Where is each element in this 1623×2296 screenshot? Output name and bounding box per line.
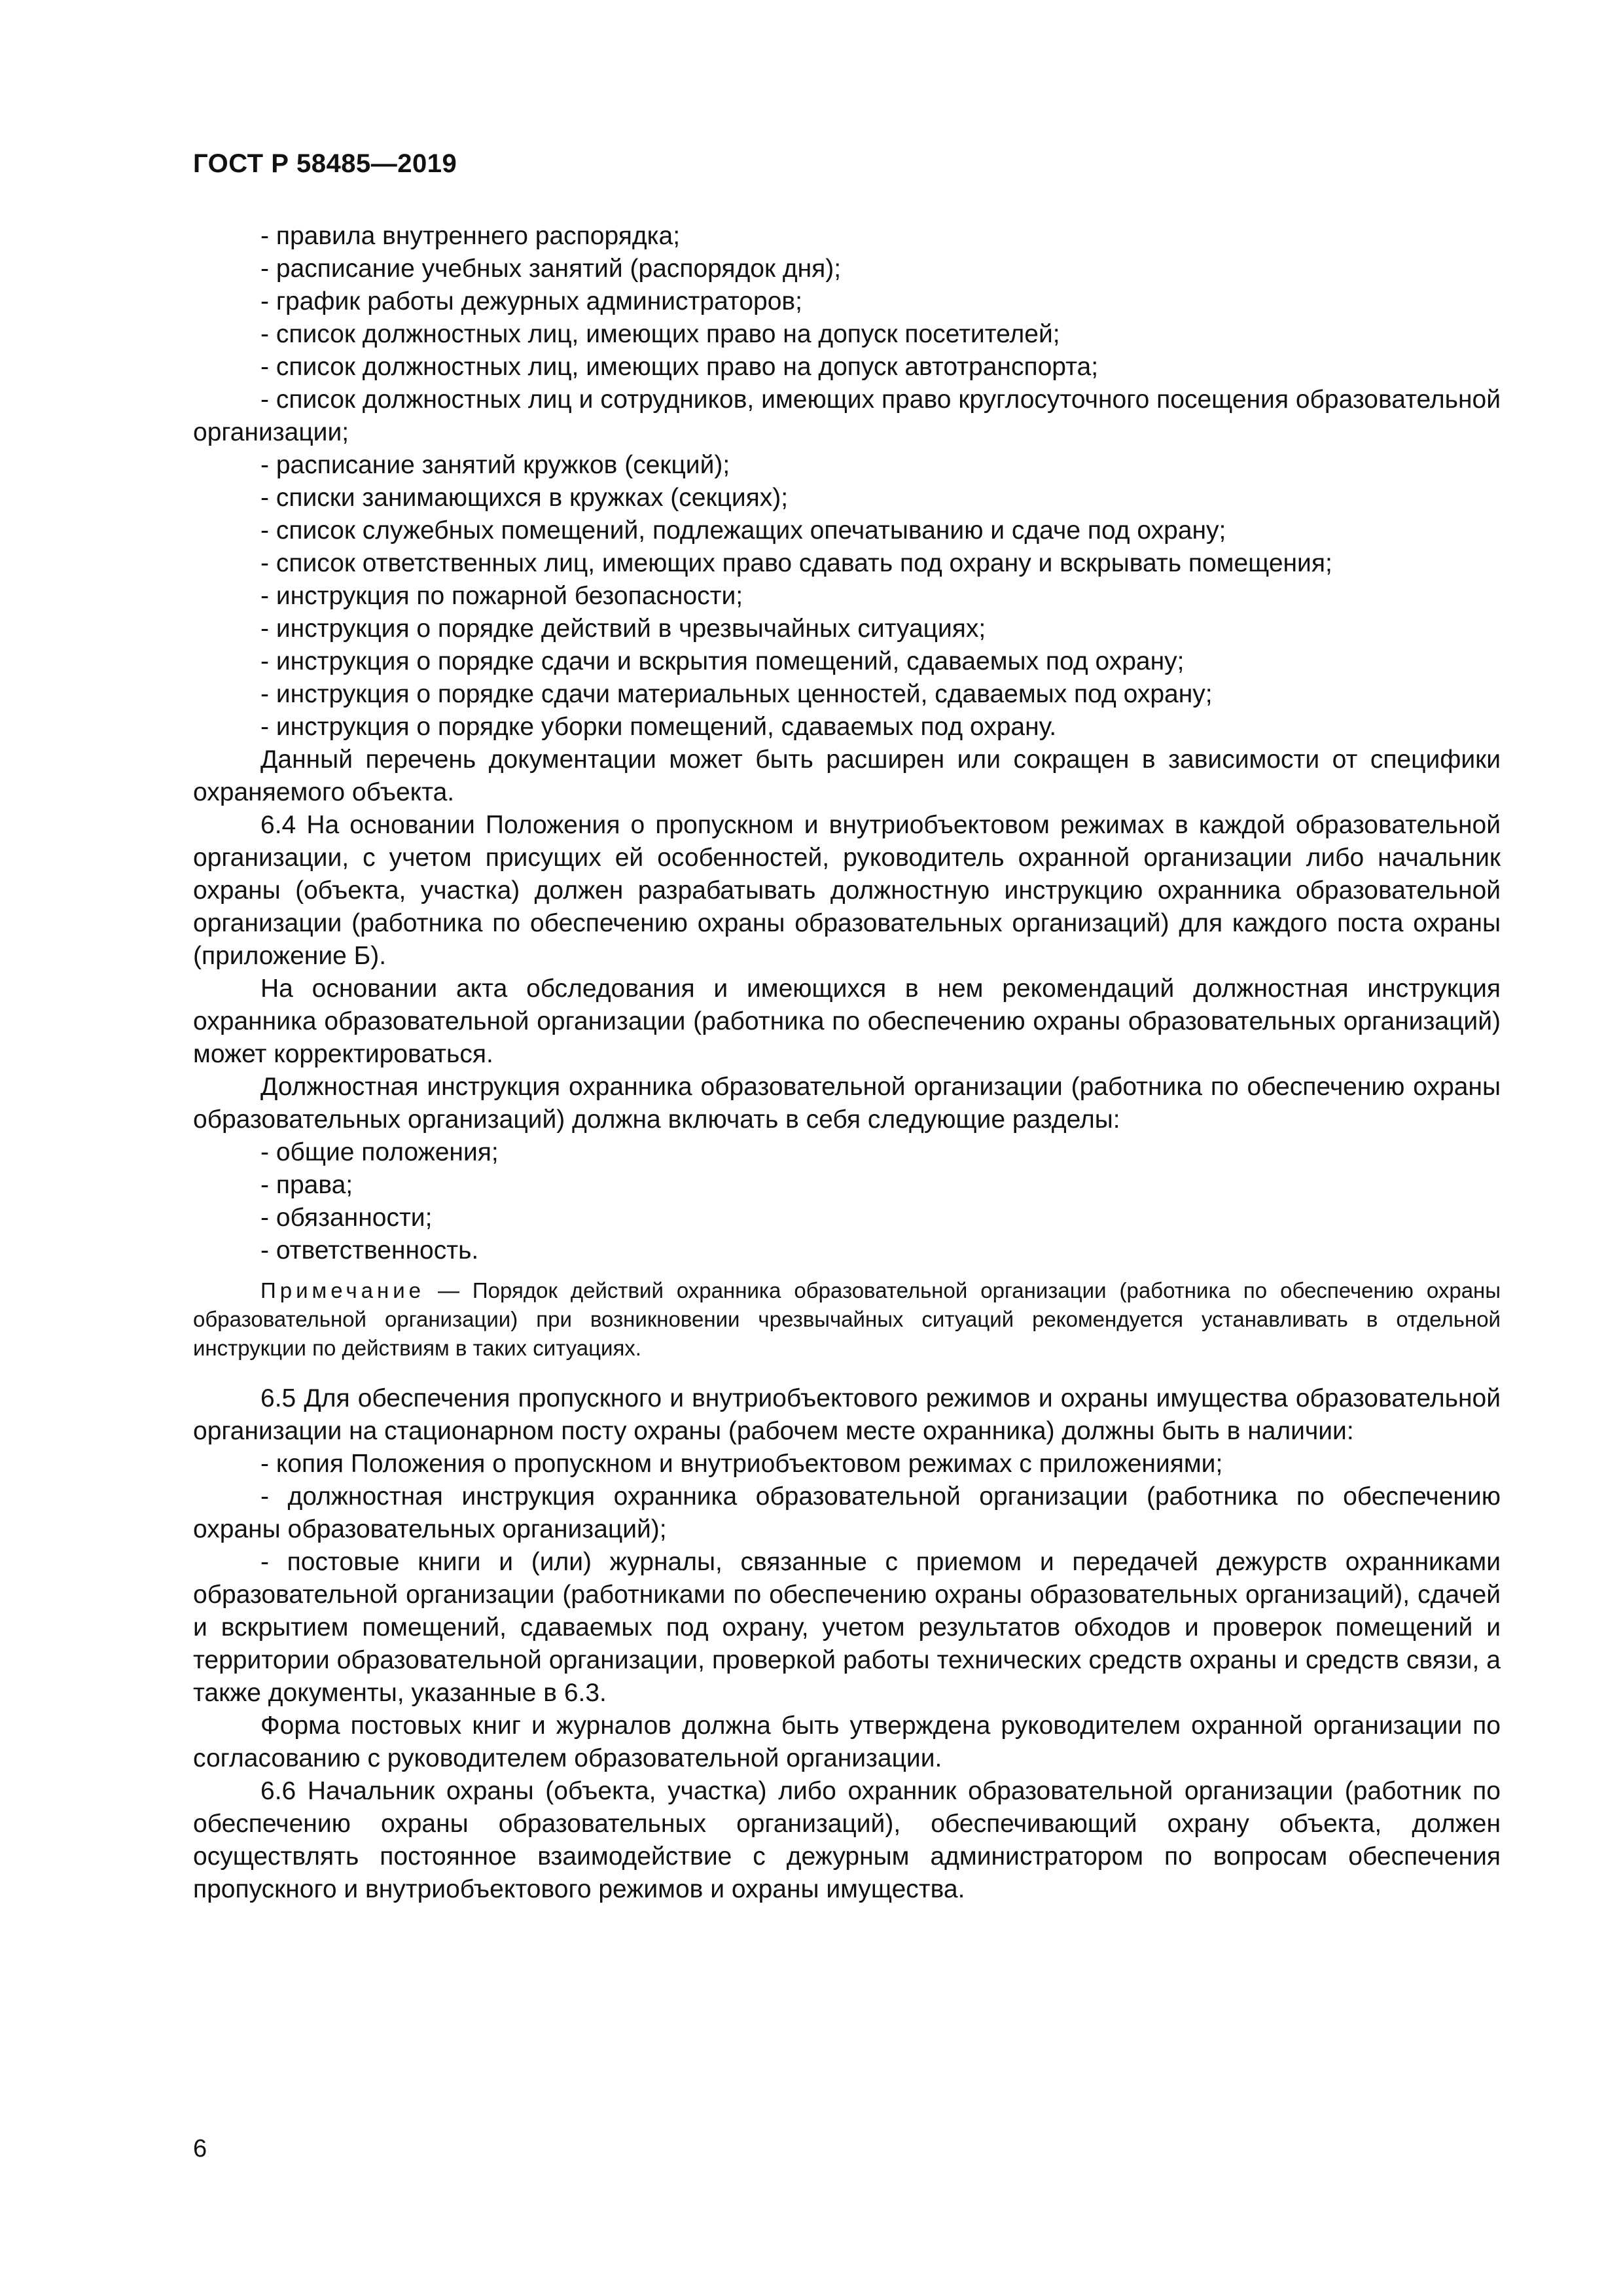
note-label: Примечание <box>260 1278 425 1302</box>
list-item: - график работы дежурных администраторов; <box>260 287 802 315</box>
list-item: - должностная инструкция охранника образовательной организации (работника по обеспечению охраны образовательных организаций); <box>193 1482 1501 1543</box>
note-block <box>193 1276 1501 1363</box>
list-item: - общие положения; <box>260 1138 499 1166</box>
paragraph-sections-intro: Должностная инструкция охранника образовательной организации (работника по обеспечению охраны образовательных организаций) должна включать в себя следующие разделы: <box>193 1073 1501 1134</box>
list-item: - список служебных помещений, подлежащих опечатыванию и сдаче под охрану; <box>260 516 1226 545</box>
list-item: - ответственность. <box>260 1236 479 1265</box>
list-item: - список должностных лиц, имеющих право на допуск посетителей; <box>260 320 1060 348</box>
paragraph-6-4: 6.4 На основании Положения о пропускном и внутриобъектовом режимах в каждой образовательной организации, с учетом присущих ей особенностей, руководитель охранной организации либо начальник охраны (объекта, участка) должен разрабатывать должностную инструкцию охранника образовательной организации (работника по обеспечению охраны образовательных организаций) для каждого поста охраны (приложение Б). <box>193 811 1501 970</box>
list-item: - копия Положения о пропускном и внутриобъектовом режимах с приложениями; <box>260 1450 1223 1478</box>
list-item: - постовые книги и (или) журналы, связанные с приемом и передачей дежурств охранниками образовательной организации (работниками по обеспечению охраны образовательных организаций), сдачей и вскрытием помещений, сдаваемых под охрану, учетом результатов обходов и проверок помещений и территории образовательной организации, проверкой работы технических средств охраны и средств связи, а также документы, указанные в 6.3. <box>193 1548 1501 1707</box>
document-code-header: ГОСТ Р 58485—2019 <box>193 149 457 178</box>
list-item: - расписание учебных занятий (распорядок дня); <box>260 255 842 283</box>
list-item: - инструкция о порядке уборки помещений, сдаваемых под охрану. <box>260 713 1057 741</box>
list-item: - инструкция о порядке сдачи материальных ценностей, сдаваемых под охрану; <box>260 680 1213 708</box>
paragraph-inspection-act: На основании акта обследования и имеющихся в нем рекомендаций должностная инструкция охранника образовательной организации (работника по обеспечению охраны образовательных организаций) может корректироваться. <box>193 975 1501 1068</box>
list-item: - список должностных лиц, имеющих право на допуск автотранспорта; <box>260 353 1099 381</box>
list-item: - инструкция о порядке действий в чрезвычайных ситуациях; <box>260 615 986 643</box>
paragraph-6-5: 6.5 Для обеспечения пропускного и внутриобъектового режимов и охраны имущества образовательной организации на стационарном посту охраны (рабочем месте охранника) должны быть в наличии: <box>193 1384 1501 1445</box>
list-item: - списки занимающихся в кружках (секциях); <box>260 484 789 512</box>
document-body <box>193 220 1501 1906</box>
list-item: - инструкция о порядке сдачи и вскрытия помещений, сдаваемых под охрану; <box>260 647 1185 675</box>
list-item: - правила внутреннего распорядка; <box>260 222 681 250</box>
list-item: - список ответственных лиц, имеющих право сдавать под охрану и вскрывать помещения; <box>260 549 1332 577</box>
paragraph-6-6: 6.6 Начальник охраны (объекта, участка) либо охранник образовательной организации (работник по обеспечению охраны образовательных организаций), обеспечивающий охрану объекта, должен осуществлять постоянное взаимодействие с дежурным администратором по вопросам обеспечения пропускного и внутриобъектового режимов и охраны имущества. <box>193 1777 1501 1903</box>
paragraph-logbook-form: Форма постовых книг и журналов должна быть утверждена руководителем охранной организации по согласованию с руководителем образовательной организации. <box>193 1712 1501 1772</box>
list-item: - права; <box>260 1171 353 1199</box>
page-number: 6 <box>193 2135 207 2162</box>
note-text: — Порядок действий охранника образовательной организации (работника по обеспечению охраны образовательной организации) при возникновении чрезвычайных ситуаций рекомендуется устанавливать в отдельной инструкции по действиям в таких ситуациях. <box>193 1278 1501 1360</box>
list-item: - список должностных лиц и сотрудников, имеющих право круглосуточного посещения образовательной организации; <box>193 386 1501 446</box>
list-item: - инструкция по пожарной безопасности; <box>260 582 743 610</box>
list-item: - расписание занятий кружков (секций); <box>260 451 730 479</box>
paragraph-documentation-scope: Данный перечень документации может быть расширен или сокращен в зависимости от специфики охраняемого объекта. <box>193 745 1501 806</box>
list-item: - обязанности; <box>260 1204 433 1232</box>
